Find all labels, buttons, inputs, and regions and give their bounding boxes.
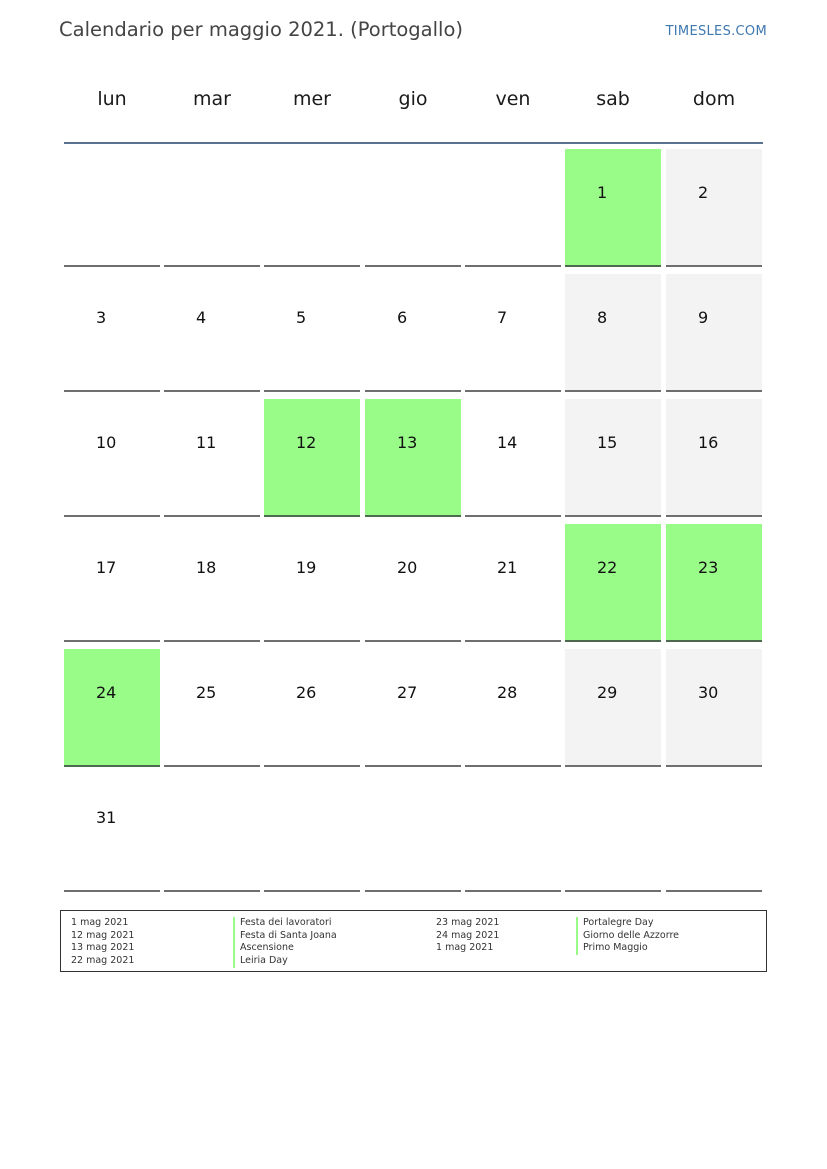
- legend-holiday-name: Portalegre Day: [576, 917, 679, 930]
- day-cell: [264, 524, 360, 642]
- day-cell: [264, 399, 360, 517]
- day-number: 8: [597, 308, 608, 327]
- legend-date: 24 mag 2021: [436, 929, 500, 941]
- day-number: 4: [196, 308, 207, 327]
- empty-day-cell: [565, 774, 661, 892]
- day-number: 7: [497, 308, 508, 327]
- day-number: 19: [296, 558, 317, 577]
- day-cell: [264, 274, 360, 392]
- day-cell: [365, 399, 461, 517]
- day-number: 15: [597, 433, 618, 452]
- day-number: 2: [698, 183, 709, 202]
- day-number: 23: [698, 558, 719, 577]
- day-number: 11: [196, 433, 217, 452]
- day-number: 29: [597, 683, 618, 702]
- day-cell: [164, 399, 260, 517]
- day-cell: [164, 274, 260, 392]
- day-cell: [465, 649, 561, 767]
- empty-day-cell: [465, 774, 561, 892]
- legend-holiday-name: Primo Maggio: [576, 942, 679, 955]
- legend-date: 12 mag 2021: [71, 929, 135, 941]
- legend-holiday-name: Festa di Santa Joana: [233, 930, 337, 943]
- day-cell: [565, 399, 661, 517]
- empty-day-cell: [64, 149, 160, 267]
- legend-date: 23 mag 2021: [436, 917, 500, 928]
- day-cell: [365, 649, 461, 767]
- weekday-friday: ven: [495, 88, 531, 110]
- header-divider: [64, 142, 763, 144]
- empty-day-cell: [365, 149, 461, 267]
- day-number: 31: [96, 808, 117, 827]
- holiday-legend: [60, 910, 767, 972]
- weekday-monday: lun: [97, 88, 127, 110]
- day-cell: [465, 274, 561, 392]
- empty-day-cell: [164, 774, 260, 892]
- day-number: 27: [397, 683, 418, 702]
- legend-date: 22 mag 2021: [71, 955, 135, 967]
- page-title: Calendario per maggio 2021. (Portogallo): [59, 18, 463, 41]
- day-cell: [666, 399, 762, 517]
- day-number: 12: [296, 433, 317, 452]
- calendar-grid: [64, 149, 764, 895]
- legend-holiday-name: Giorno delle Azzorre: [576, 930, 679, 943]
- legend-date: 13 mag 2021: [71, 942, 135, 954]
- day-cell: [264, 649, 360, 767]
- day-cell: [666, 524, 762, 642]
- empty-day-cell: [666, 774, 762, 892]
- day-cell: [666, 274, 762, 392]
- legend-right-dates: [436, 917, 499, 955]
- legend-holiday-name: Leiria Day: [233, 955, 337, 968]
- day-cell: [64, 774, 160, 892]
- day-number: 16: [698, 433, 719, 452]
- legend-right-names: [576, 917, 679, 955]
- day-number: 21: [497, 558, 518, 577]
- day-cell: [64, 399, 160, 517]
- day-cell: [64, 524, 160, 642]
- day-number: 10: [96, 433, 117, 452]
- day-number: 6: [397, 308, 408, 327]
- day-number: 3: [96, 308, 107, 327]
- day-cell: [666, 149, 762, 267]
- day-number: 20: [397, 558, 418, 577]
- empty-day-cell: [365, 774, 461, 892]
- brand-link[interactable]: TIMESLES.COM: [665, 24, 767, 39]
- day-number: 17: [96, 558, 117, 577]
- day-number: 5: [296, 308, 307, 327]
- legend-left-dates: [71, 917, 134, 968]
- legend-holiday-name: Festa dei lavoratori: [233, 917, 337, 930]
- day-cell: [64, 274, 160, 392]
- legend-date: 1 mag 2021: [71, 917, 129, 928]
- day-cell: [465, 524, 561, 642]
- day-number: 22: [597, 558, 618, 577]
- legend-holiday-name: Ascensione: [233, 942, 337, 955]
- day-cell: [565, 274, 661, 392]
- day-number: 14: [497, 433, 518, 452]
- day-number: 25: [196, 683, 217, 702]
- weekday-saturday: sab: [596, 88, 630, 110]
- day-number: 30: [698, 683, 719, 702]
- weekday-wednesday: mer: [292, 88, 331, 110]
- day-cell: [666, 649, 762, 767]
- day-cell: [164, 524, 260, 642]
- day-number: 9: [698, 308, 709, 327]
- day-cell: [465, 399, 561, 517]
- day-cell: [565, 149, 661, 267]
- day-number: 1: [597, 183, 608, 202]
- day-number: 18: [196, 558, 217, 577]
- weekday-thursday: gio: [398, 88, 428, 110]
- weekday-sunday: dom: [692, 88, 736, 110]
- empty-day-cell: [465, 149, 561, 267]
- day-cell: [365, 524, 461, 642]
- weekday-header: [64, 88, 764, 120]
- empty-day-cell: [164, 149, 260, 267]
- day-number: 24: [96, 683, 117, 702]
- legend-left-names: [233, 917, 337, 968]
- day-cell: [365, 274, 461, 392]
- day-cell: [565, 524, 661, 642]
- empty-day-cell: [264, 149, 360, 267]
- day-cell: [164, 649, 260, 767]
- day-number: 26: [296, 683, 317, 702]
- day-number: 13: [397, 433, 418, 452]
- day-cell: [64, 649, 160, 767]
- legend-date: 1 mag 2021: [436, 942, 494, 954]
- empty-day-cell: [264, 774, 360, 892]
- weekday-tuesday: mar: [193, 88, 231, 110]
- day-number: 28: [497, 683, 518, 702]
- day-cell: [565, 649, 661, 767]
